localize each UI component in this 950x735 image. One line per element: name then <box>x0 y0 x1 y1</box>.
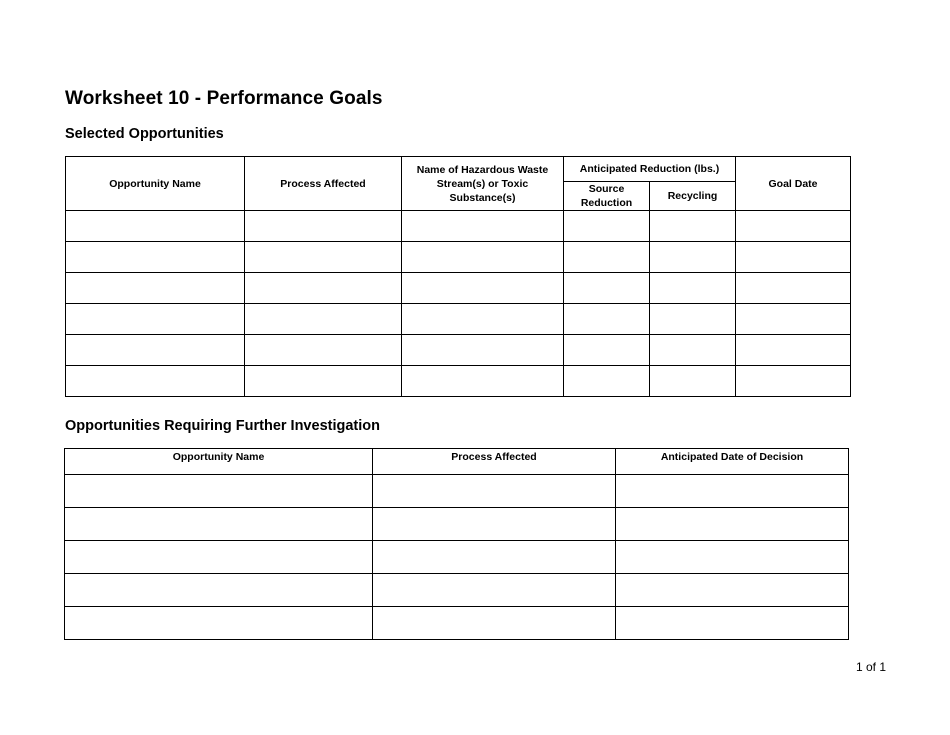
table-cell[interactable] <box>402 304 564 335</box>
table-cell[interactable] <box>373 607 616 640</box>
table-cell[interactable] <box>373 574 616 607</box>
table-cell[interactable] <box>564 366 650 397</box>
table-cell[interactable] <box>736 335 851 366</box>
table-cell[interactable] <box>616 541 849 574</box>
table-cell[interactable] <box>616 607 849 640</box>
table-cell[interactable] <box>650 242 736 273</box>
table-cell[interactable] <box>616 574 849 607</box>
table-cell[interactable] <box>66 242 245 273</box>
further-investigation-table <box>64 448 849 640</box>
table-row <box>65 508 849 541</box>
table-cell[interactable] <box>65 541 373 574</box>
table-cell[interactable] <box>402 335 564 366</box>
table-cell[interactable] <box>66 211 245 242</box>
table-cell[interactable] <box>402 242 564 273</box>
table-cell[interactable] <box>736 273 851 304</box>
table-cell[interactable] <box>66 304 245 335</box>
table-cell[interactable] <box>65 508 373 541</box>
table-cell[interactable] <box>564 242 650 273</box>
table-cell[interactable] <box>650 335 736 366</box>
header-opportunity-name: Opportunity Name <box>66 157 245 211</box>
table-row <box>66 273 851 304</box>
table-cell[interactable] <box>616 508 849 541</box>
header-recycling: Recycling <box>650 182 736 211</box>
table-cell[interactable] <box>373 475 616 508</box>
header-source-reduction: Source Reduction <box>564 182 650 211</box>
table-cell[interactable] <box>373 508 616 541</box>
table-row <box>66 366 851 397</box>
table-cell[interactable] <box>616 475 849 508</box>
table-cell[interactable] <box>245 304 402 335</box>
table-row <box>66 335 851 366</box>
header-waste-stream: Name of Hazardous Waste Stream(s) or Toxic Substance(s) <box>402 157 564 211</box>
table-cell[interactable] <box>66 273 245 304</box>
table-cell[interactable] <box>564 335 650 366</box>
header-anticipated-reduction: Anticipated Reduction (lbs.) <box>564 157 736 182</box>
header-process-affected: Process Affected <box>245 157 402 211</box>
table-cell[interactable] <box>564 304 650 335</box>
table-row <box>66 211 851 242</box>
table-cell[interactable] <box>402 366 564 397</box>
table-cell[interactable] <box>65 574 373 607</box>
table-cell[interactable] <box>373 541 616 574</box>
table-cell[interactable] <box>245 242 402 273</box>
table-cell[interactable] <box>650 211 736 242</box>
table-cell[interactable] <box>65 607 373 640</box>
table-row <box>65 475 849 508</box>
table-row <box>65 541 849 574</box>
table-cell[interactable] <box>736 211 851 242</box>
table-cell[interactable] <box>402 211 564 242</box>
table-cell[interactable] <box>736 242 851 273</box>
worksheet-title: Worksheet 10 - Performance Goals <box>65 88 383 109</box>
table-cell[interactable] <box>650 273 736 304</box>
table-row <box>66 242 851 273</box>
table-cell[interactable] <box>245 211 402 242</box>
table-cell[interactable] <box>66 366 245 397</box>
table-cell[interactable] <box>564 211 650 242</box>
header-goal-date: Goal Date <box>736 157 851 211</box>
table-cell[interactable] <box>650 366 736 397</box>
table-cell[interactable] <box>245 273 402 304</box>
further-investigation-heading: Opportunities Requiring Further Investigation <box>65 418 380 434</box>
table-cell[interactable] <box>65 475 373 508</box>
table-cell[interactable] <box>736 304 851 335</box>
header-process-affected: Process Affected <box>373 449 616 475</box>
table-cell[interactable] <box>650 304 736 335</box>
table-cell[interactable] <box>402 273 564 304</box>
page-number: 1 of 1 <box>856 660 887 674</box>
header-opportunity-name: Opportunity Name <box>65 449 373 475</box>
table-cell[interactable] <box>736 366 851 397</box>
table-row <box>65 574 849 607</box>
table-row <box>65 607 849 640</box>
selected-opportunities-heading: Selected Opportunities <box>65 126 224 142</box>
table-row <box>66 304 851 335</box>
table-cell[interactable] <box>564 273 650 304</box>
table-cell[interactable] <box>66 335 245 366</box>
selected-opportunities-table <box>65 156 851 397</box>
table-cell[interactable] <box>245 366 402 397</box>
table-cell[interactable] <box>245 335 402 366</box>
header-decision-date: Anticipated Date of Decision <box>616 449 849 475</box>
